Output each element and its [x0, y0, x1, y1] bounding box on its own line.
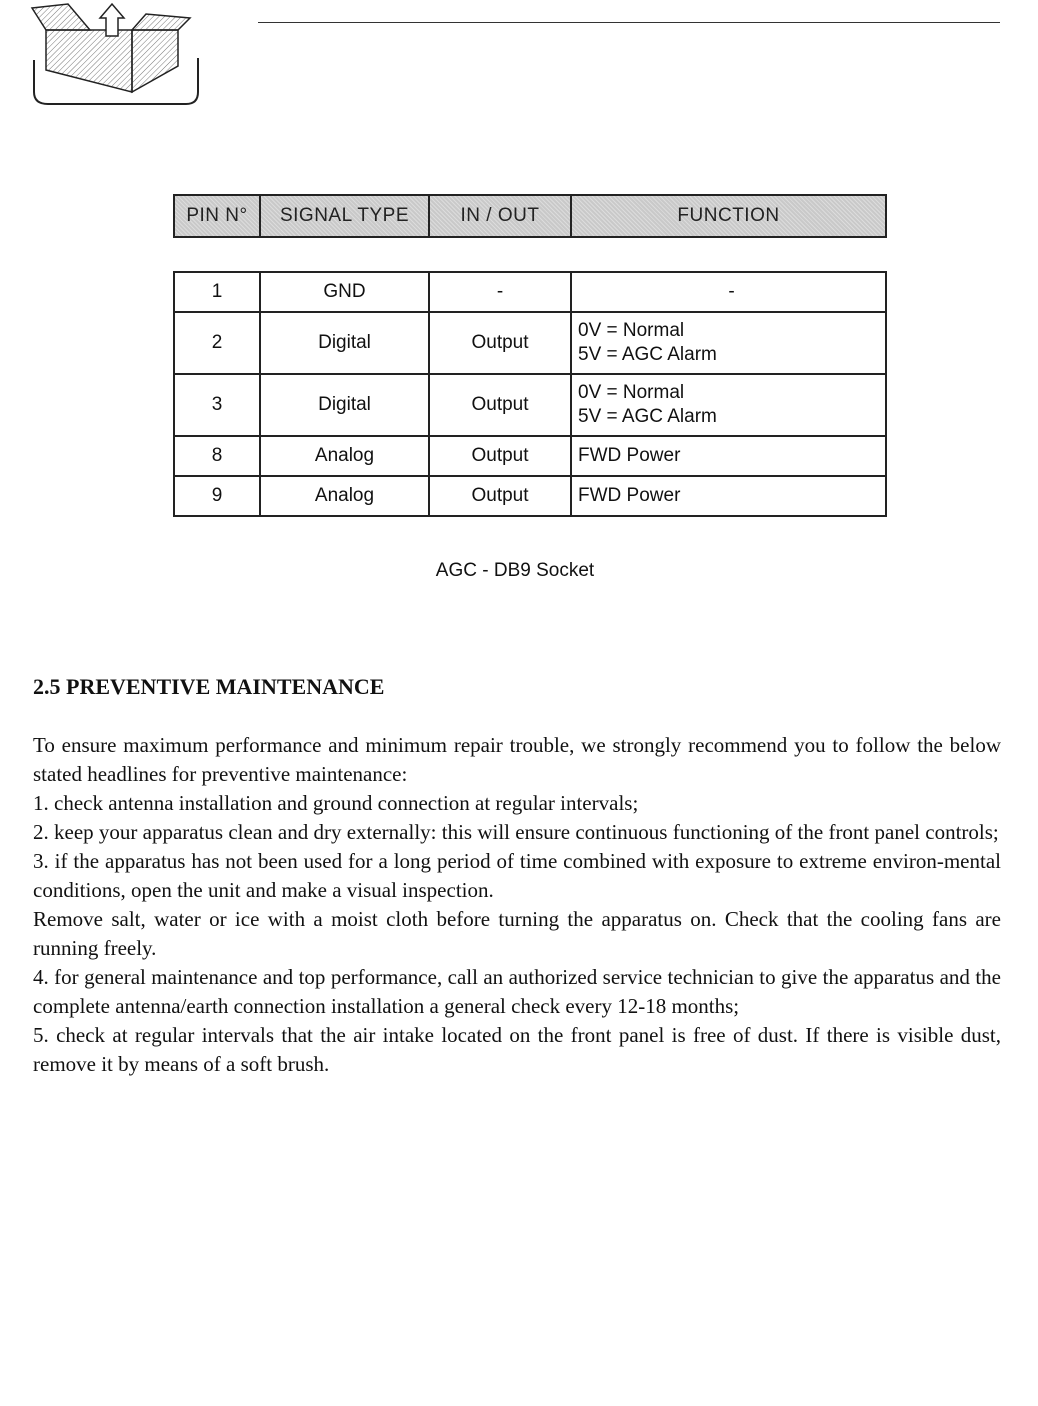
table-row — [174, 312, 886, 374]
cell-function: FWD Power — [571, 476, 886, 516]
section-body — [33, 731, 1001, 1079]
cell-signal: Digital — [260, 312, 429, 374]
cell-pin: 1 — [174, 272, 260, 312]
cell-pin: 2 — [174, 312, 260, 374]
paragraph: 5. check at regular intervals that the air intake located on the front panel is free of dust. If there is visible dust, remove it by means of a soft brush. — [33, 1023, 1001, 1076]
table-caption: AGC - DB9 Socket — [435, 560, 595, 581]
header-signal-type: SIGNAL TYPE — [260, 195, 429, 237]
table-row — [174, 374, 886, 436]
cell-function: 0V = Normal 5V = AGC Alarm — [571, 374, 886, 436]
paragraph: 2. keep your apparatus clean and dry externally: this will ensure continuous functioning of the front panel controls; — [33, 820, 999, 844]
paragraph: 1. check antenna installation and ground connection at regular intervals; — [33, 791, 639, 815]
header-pin: PIN N° — [174, 195, 260, 237]
cell-io: Output — [429, 374, 571, 436]
cell-io: Output — [429, 476, 571, 516]
cell-io: - — [429, 272, 571, 312]
cell-signal: Analog — [260, 476, 429, 516]
open-box-icon — [28, 0, 206, 110]
cell-io: Output — [429, 312, 571, 374]
cell-pin: 8 — [174, 436, 260, 476]
paragraph: 4. for general maintenance and top performance, call an authorized service technician to give the apparatus and the complete antenna/earth connection installation a general check every 12-18 months; — [33, 965, 1001, 1018]
header-rule — [258, 22, 1000, 23]
paragraph: To ensure maximum performance and minimum repair trouble, we strongly recommend you to follow the below stated headlines for preventive maintenance: — [33, 733, 1001, 786]
cell-signal: Digital — [260, 374, 429, 436]
table-row — [174, 476, 886, 516]
cell-io: Output — [429, 436, 571, 476]
pin-table — [173, 271, 885, 517]
header-in-out: IN / OUT — [429, 195, 571, 237]
cell-pin: 3 — [174, 374, 260, 436]
table-row — [174, 272, 886, 312]
paragraph: Remove salt, water or ice with a moist cloth before turning the apparatus on. Check that the cooling fans are running freely. — [33, 907, 1001, 960]
cell-signal: GND — [260, 272, 429, 312]
cell-pin: 9 — [174, 476, 260, 516]
header-function: FUNCTION — [571, 195, 886, 237]
section-title: 2.5 PREVENTIVE MAINTENANCE — [33, 674, 385, 699]
cell-signal: Analog — [260, 436, 429, 476]
table-row — [174, 436, 886, 476]
paragraph: 3. if the apparatus has not been used for a long period of time combined with exposure to extreme environ-mental conditions, open the unit and make a visual inspection. — [33, 849, 1001, 902]
cell-function: 0V = Normal 5V = AGC Alarm — [571, 312, 886, 374]
cell-function: - — [571, 272, 886, 312]
cell-function: FWD Power — [571, 436, 886, 476]
pin-table-header — [173, 194, 885, 238]
